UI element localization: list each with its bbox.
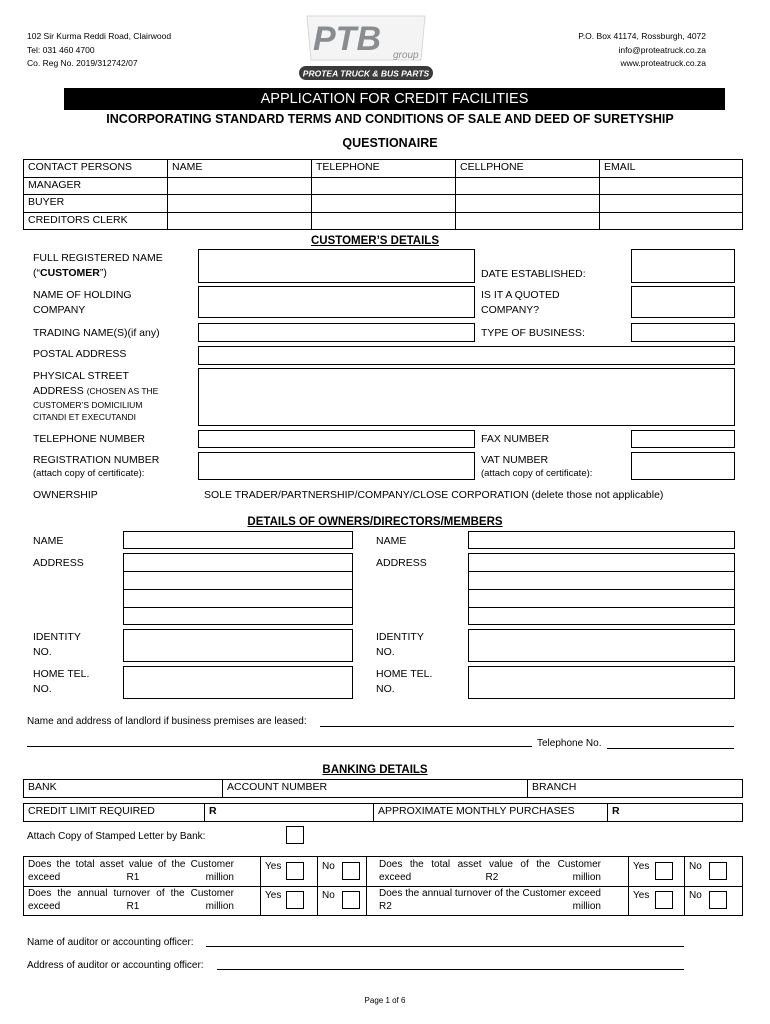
postal-address-field[interactable]: [198, 346, 735, 365]
bank-label: BANK: [24, 780, 223, 798]
owner1-name-label: NAME: [33, 535, 64, 547]
owner2-address-field[interactable]: [468, 553, 735, 625]
auditor-address-line[interactable]: [217, 969, 684, 970]
page-subtitle: INCORPORATING STANDARD TERMS AND CONDITIONS OF SALE AND DEED OF SURETYSHIP: [106, 112, 674, 126]
asset-r1-yes-label: Yes: [265, 861, 282, 872]
clerk-email-cell[interactable]: [600, 212, 743, 230]
logo-tagline: PROTEA TRUCK & BUS PARTS: [302, 68, 430, 79]
owner2-hometel-field[interactable]: [468, 666, 735, 699]
manager-email-cell[interactable]: [600, 177, 743, 195]
ownership-options[interactable]: SOLE TRADER/PARTNERSHIP/COMPANY/CLOSE CORPORATION (delete those not applicable): [204, 489, 664, 501]
buyer-telephone-cell[interactable]: [312, 195, 456, 213]
turnover-r2-question: Does the annual turnover of the Customer exceed R2 million: [379, 888, 601, 912]
telephone-label: TELEPHONE NUMBER: [33, 433, 146, 445]
credit-table: [23, 803, 743, 822]
questions-right: [367, 856, 743, 916]
asset-r2-yes-label: Yes: [633, 861, 650, 872]
turnover-r2-yes-label: Yes: [633, 890, 650, 901]
attach-letter-label: Attach Copy of Stamped Letter by Bank:: [27, 831, 206, 842]
contacts-table: [23, 159, 743, 230]
clerk-name-cell[interactable]: [168, 212, 312, 230]
owner1-address-field[interactable]: [123, 553, 353, 625]
physical-address-label: PHYSICAL STREET ADDRESS (CHOSEN AS THE CUSTOMER’S DOMICILIUM CITANDI ET EXECUTANDI: [33, 370, 159, 422]
account-number-label: ACCOUNT NUMBER: [223, 780, 528, 798]
type-of-business-field[interactable]: [631, 323, 735, 342]
fax-label: FAX NUMBER: [481, 433, 550, 445]
table-row: [24, 160, 743, 178]
holding-company-field[interactable]: [198, 286, 475, 318]
contacts-header: NAME: [168, 160, 312, 178]
contacts-header: EMAIL: [600, 160, 743, 178]
physical-address-field[interactable]: [198, 368, 735, 426]
table-row: [24, 195, 743, 213]
table-row: [24, 804, 743, 822]
company-contact: P.O. Box 41174, Rossburgh, 4072 info@proteatruck.co.za www.proteatruck.co.za: [578, 31, 706, 68]
branch-label: BRANCH: [528, 780, 743, 798]
type-of-business-label: TYPE OF BUSINESS:: [481, 327, 585, 339]
trading-name-label: TRADING NAME(S)(if any): [33, 327, 160, 339]
full-name-field[interactable]: [198, 249, 475, 283]
owner1-identity-field[interactable]: [123, 629, 353, 662]
landlord-telephone-label: Telephone No.: [537, 738, 602, 749]
contacts-header: CELLPHONE: [456, 160, 600, 178]
banking-heading: BANKING DETAILS: [322, 764, 428, 776]
page-number: Page 1 of 6: [364, 996, 406, 1005]
contacts-row-label: CREDITORS CLERK: [24, 212, 168, 230]
company-address: 102 Sir Kurma Reddi Road, Clairwood Tel: 031 460 4700 Co. Reg No. 2019/312742/07: [27, 31, 172, 68]
owner1-hometel-label: HOME TEL. NO.: [33, 668, 90, 695]
monthly-purchases-label: APPROXIMATE MONTHLY PURCHASES: [374, 804, 608, 822]
holding-company-label: NAME OF HOLDING COMPANY: [33, 289, 132, 316]
asset-r2-question: Does the total asset value of the Customer exceed R2 million: [379, 859, 601, 883]
table-row: [24, 177, 743, 195]
telephone-field[interactable]: [198, 430, 475, 448]
auditor-address-label: Address of auditor or accounting officer:: [27, 960, 204, 971]
ownership-label: OWNERSHIP: [33, 489, 98, 501]
manager-cellphone-cell[interactable]: [456, 177, 600, 195]
owner1-name-field[interactable]: [123, 531, 353, 549]
turnover-r1-no-label: No: [322, 890, 335, 901]
full-name-label: FULL REGISTERED NAME (“CUSTOMER”): [33, 252, 163, 279]
quoted-company-field[interactable]: [631, 286, 735, 318]
buyer-cellphone-cell[interactable]: [456, 195, 600, 213]
logo-text: PTB: [313, 20, 381, 58]
owner2-identity-label: IDENTITY NO.: [376, 631, 424, 658]
turnover-r1-no-checkbox[interactable]: [342, 891, 360, 909]
owner1-identity-label: IDENTITY NO.: [33, 631, 81, 658]
contacts-row-label: MANAGER: [24, 177, 168, 195]
table-row: [24, 212, 743, 230]
customer-details-heading: CUSTOMER’S DETAILS: [311, 235, 439, 247]
asset-r2-no-label: No: [689, 861, 702, 872]
quoted-company-label: IS IT A QUOTED COMPANY?: [481, 289, 560, 316]
owner2-name-label: NAME: [376, 535, 407, 547]
date-established-label: DATE ESTABLISHED:: [481, 268, 586, 280]
registration-label: REGISTRATION NUMBER (attach copy of certificate):: [33, 454, 160, 479]
auditor-name-label: Name of auditor or accounting officer:: [27, 937, 194, 948]
contacts-header: TELEPHONE: [312, 160, 456, 178]
clerk-cellphone-cell[interactable]: [456, 212, 600, 230]
asset-r1-question: Does the total asset value of the Customer exceed R1 million: [28, 859, 234, 883]
bank-table: [23, 779, 743, 798]
postal-address-label: POSTAL ADDRESS: [33, 348, 127, 360]
buyer-email-cell[interactable]: [600, 195, 743, 213]
vat-field[interactable]: [631, 452, 735, 480]
asset-r1-yes-checkbox[interactable]: [286, 862, 304, 880]
date-established-field[interactable]: [631, 249, 735, 283]
owners-heading: DETAILS OF OWNERS/DIRECTORS/MEMBERS: [247, 516, 503, 528]
vat-label: VAT NUMBER (attach copy of certificate):: [481, 454, 593, 479]
turnover-r1-yes-label: Yes: [265, 890, 282, 901]
questions-left: [23, 856, 367, 916]
owner2-hometel-label: HOME TEL. NO.: [376, 668, 433, 695]
attach-letter-checkbox[interactable]: [286, 826, 304, 844]
asset-r2-no-checkbox[interactable]: [709, 862, 727, 880]
auditor-name-line[interactable]: [206, 946, 684, 947]
owner2-name-field[interactable]: [468, 531, 735, 549]
clerk-telephone-cell[interactable]: [312, 212, 456, 230]
turnover-r1-question: Does the annual turnover of the Customer exceed R1 million: [28, 888, 234, 912]
owner1-address-label: ADDRESS: [33, 557, 84, 569]
credit-limit-field[interactable]: R: [205, 804, 374, 822]
owner1-hometel-field[interactable]: [123, 666, 353, 699]
asset-r1-no-checkbox[interactable]: [342, 862, 360, 880]
page-title: APPLICATION FOR CREDIT FACILITIES: [64, 88, 725, 110]
landlord-label: Name and address of landlord if business premises are leased:: [27, 716, 307, 727]
logo-group-text: group: [393, 50, 419, 61]
turnover-r2-no-label: No: [689, 890, 702, 901]
monthly-purchases-field[interactable]: R: [608, 804, 743, 822]
turnover-r1-yes-checkbox[interactable]: [286, 891, 304, 909]
registration-field[interactable]: [198, 452, 475, 480]
asset-r1-no-label: No: [322, 861, 335, 872]
contacts-row-label: BUYER: [24, 195, 168, 213]
turnover-r2-yes-checkbox[interactable]: [655, 891, 673, 909]
manager-name-cell[interactable]: [168, 177, 312, 195]
turnover-r2-no-checkbox[interactable]: [709, 891, 727, 909]
ptb-logo: [297, 10, 435, 82]
contacts-header: CONTACT PERSONS: [24, 160, 168, 178]
table-row: [24, 780, 743, 798]
owner2-address-label: ADDRESS: [376, 557, 427, 569]
buyer-name-cell[interactable]: [168, 195, 312, 213]
landlord-line-2[interactable]: [27, 746, 532, 747]
credit-limit-label: CREDIT LIMIT REQUIRED: [24, 804, 205, 822]
questionaire-heading: QUESTIONAIRE: [342, 136, 438, 150]
asset-r2-yes-checkbox[interactable]: [655, 862, 673, 880]
manager-telephone-cell[interactable]: [312, 177, 456, 195]
landlord-line-1[interactable]: [320, 726, 734, 727]
landlord-telephone-line[interactable]: [607, 748, 734, 749]
fax-field[interactable]: [631, 430, 735, 448]
trading-name-field[interactable]: [198, 323, 475, 342]
owner2-identity-field[interactable]: [468, 629, 735, 662]
